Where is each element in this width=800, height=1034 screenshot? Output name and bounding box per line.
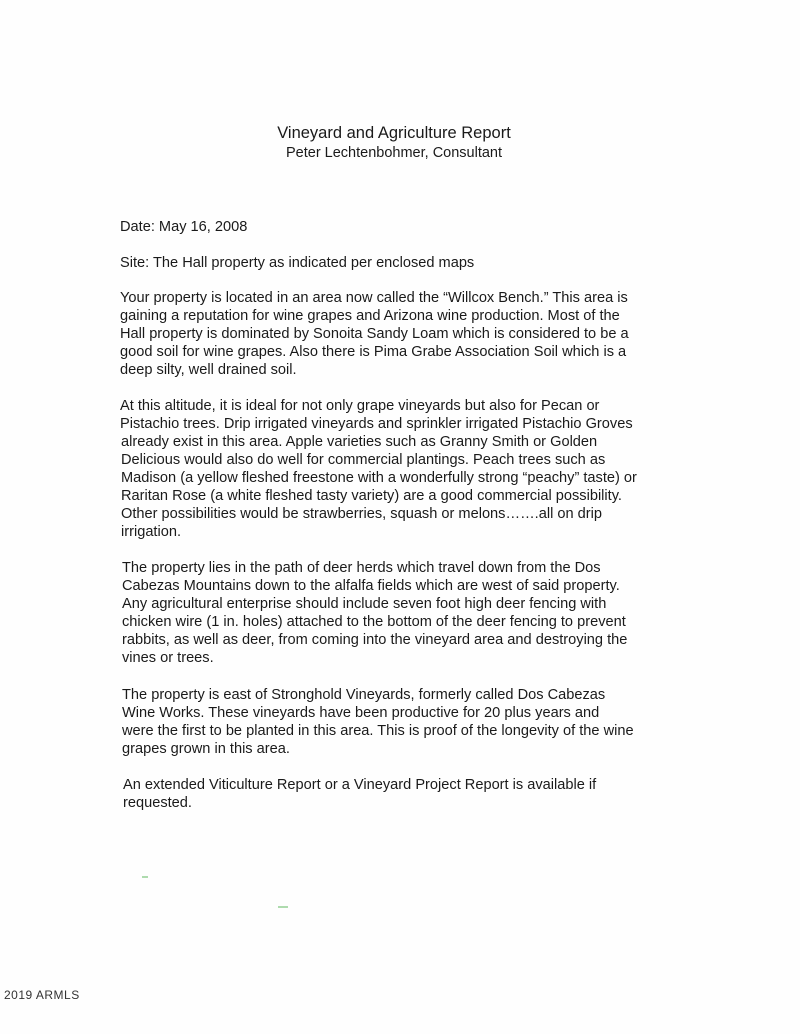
paragraph-line: irrigation.: [121, 524, 182, 540]
paragraph-line: At this altitude, it is ideal for not only grape vineyards but also for Pecan or: [120, 398, 600, 414]
paragraph-line: already exist in this area. Apple varieties such as Granny Smith or Golden: [121, 434, 598, 450]
report-title: Vineyard and Agriculture Report: [277, 124, 511, 142]
copyright-watermark: 2019 ARMLS: [4, 988, 80, 1002]
paragraph-line: Cabezas Mountains down to the alfalfa fields which are west of said property.: [122, 578, 620, 594]
paragraph-line: Pistachio trees. Drip irrigated vineyards and sprinkler irrigated Pistachio Groves: [120, 416, 633, 432]
site-line: Site: The Hall property as indicated per enclosed maps: [120, 255, 475, 271]
paragraph-line: An extended Viticulture Report or a Vineyard Project Report is available if: [123, 777, 597, 793]
paragraph-line: Delicious would also do well for commercial plantings. Peach trees such as: [121, 452, 606, 468]
paragraph-line: Madison (a yellow fleshed freestone with a wonderfully strong “peachy” taste) or: [121, 470, 637, 486]
paragraph-line: Hall property is dominated by Sonoita Sandy Loam which is considered to be a: [120, 326, 629, 342]
scan-speck: [278, 906, 288, 908]
scan-speck: [142, 876, 148, 878]
date-line: Date: May 16, 2008: [120, 219, 248, 235]
paragraph-line: vines or trees.: [122, 650, 214, 666]
paragraph-line: gaining a reputation for wine grapes and Arizona wine production. Most of the: [120, 308, 620, 324]
paragraph-line: requested.: [123, 795, 192, 811]
paragraph-line: rabbits, as well as deer, from coming into the vineyard area and destroying the: [122, 632, 628, 648]
paragraph-line: Other possibilities would be strawberries, squash or melons…….all on drip: [121, 506, 602, 522]
paragraph-line: were the first to be planted in this area. This is proof of the longevity of the wine: [122, 723, 634, 739]
paragraph-line: grapes grown in this area.: [122, 741, 290, 757]
paragraph-line: Wine Works. These vineyards have been productive for 20 plus years and: [122, 705, 600, 721]
paragraph-line: Raritan Rose (a white fleshed tasty variety) are a good commercial possibility.: [121, 488, 622, 504]
paragraph-line: deep silty, well drained soil.: [120, 362, 297, 378]
paragraph-line: Any agricultural enterprise should include seven foot high deer fencing with: [122, 596, 607, 612]
paragraph-line: The property lies in the path of deer herds which travel down from the Dos: [122, 560, 601, 576]
paragraph-line: The property is east of Stronghold Vineyards, formerly called Dos Cabezas: [122, 687, 606, 703]
report-subtitle: Peter Lechtenbohmer, Consultant: [285, 145, 503, 161]
paragraph-line: chicken wire (1 in. holes) attached to the bottom of the deer fencing to prevent: [122, 614, 626, 630]
paragraph-line: Your property is located in an area now called the “Willcox Bench.” This area is: [120, 290, 628, 306]
paragraph-line: good soil for wine grapes. Also there is Pima Grabe Association Soil which is a: [120, 344, 627, 360]
